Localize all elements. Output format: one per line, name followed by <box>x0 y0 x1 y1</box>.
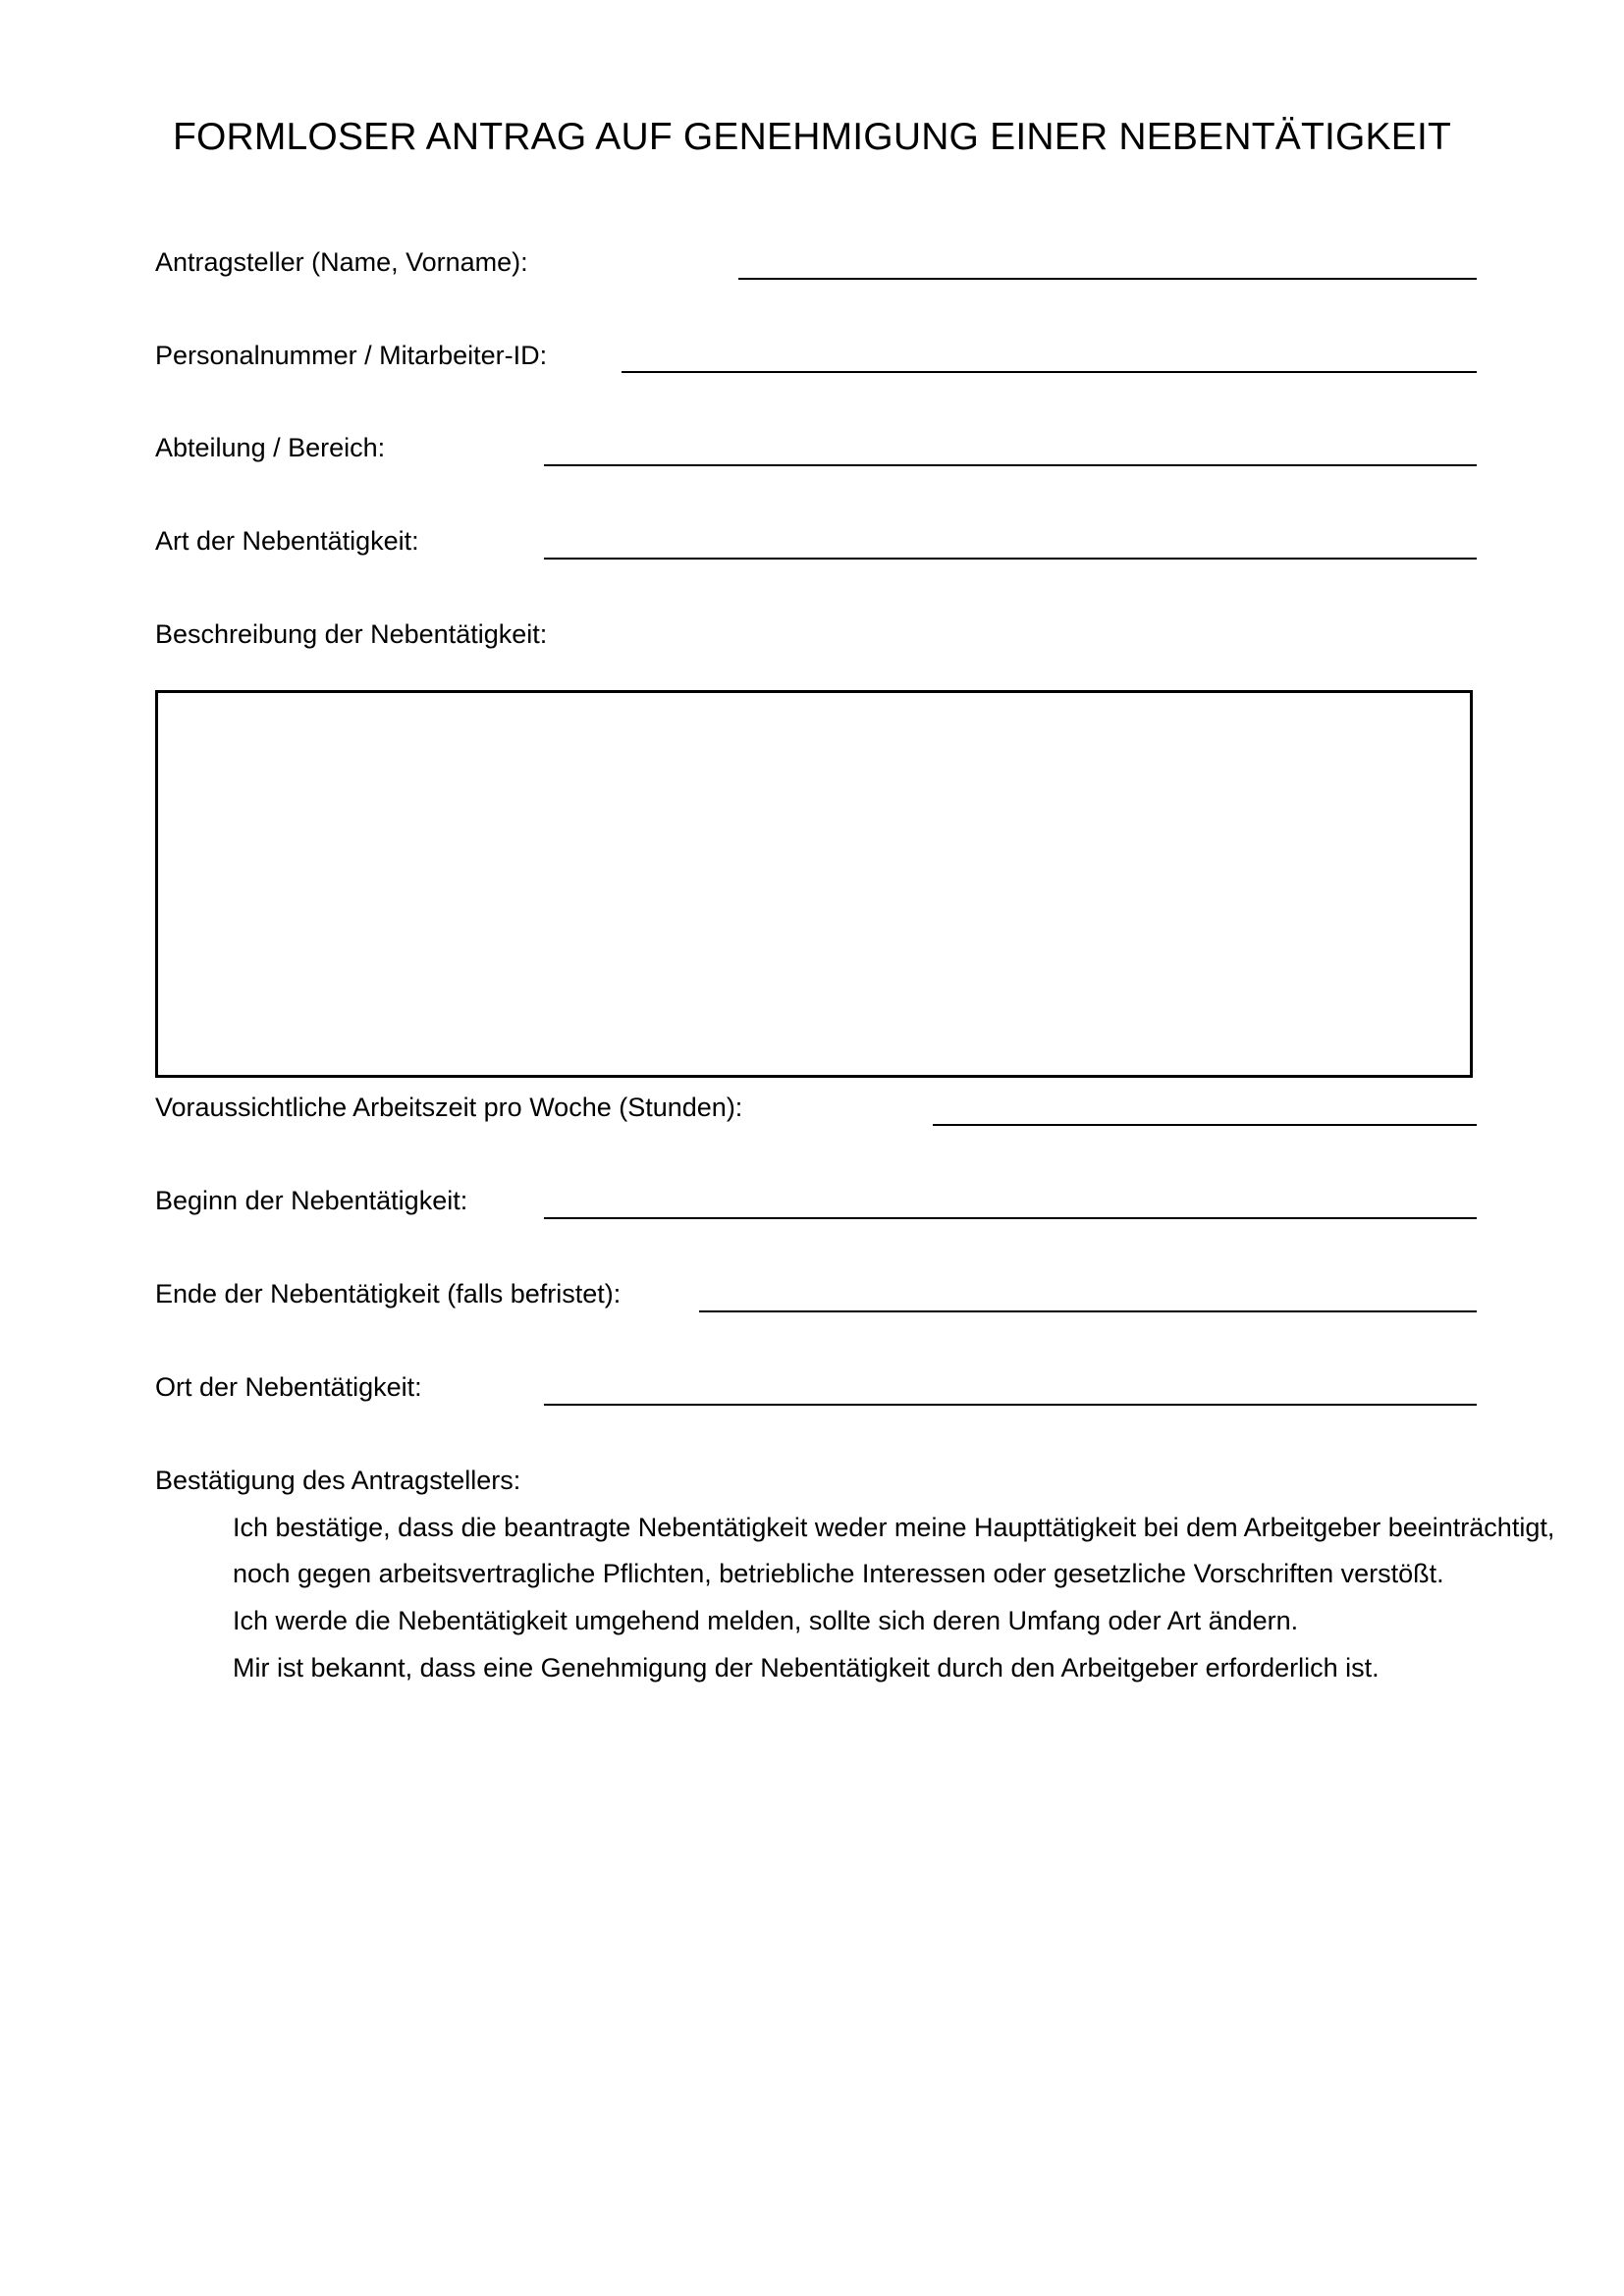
weekly-hours-field[interactable] <box>933 1124 1477 1126</box>
confirmation-line: Mir ist bekannt, dass eine Genehmigung der Nebentätigkeit durch den Arbeitgeber erforderlich ist. <box>233 1653 1380 1682</box>
activity-type-field[interactable] <box>544 558 1477 560</box>
end-field[interactable] <box>699 1310 1477 1312</box>
form-title: FORMLOSER ANTRAG AUF GENEHMIGUNG EINER NEBENTÄTIGKEIT <box>172 116 1452 158</box>
department-label: Abteilung / Bereich: <box>155 433 386 462</box>
personnel-number-field[interactable] <box>622 371 1477 373</box>
confirmation-line: Ich werde die Nebentätigkeit umgehend melden, sollte sich deren Umfang oder Art ändern. <box>233 1606 1299 1635</box>
personnel-number-label: Personalnummer / Mitarbeiter-ID: <box>155 341 548 370</box>
description-textarea[interactable] <box>155 690 1473 1078</box>
activity-type-label: Art der Nebentätigkeit: <box>155 526 419 556</box>
confirmation-line: noch gegen arbeitsvertragliche Pflichten, betriebliche Interessen oder gesetzliche Vorschriften verstößt. <box>233 1559 1444 1588</box>
applicant-label: Antragsteller (Name, Vorname): <box>155 247 528 277</box>
start-label: Beginn der Nebentätigkeit: <box>155 1186 468 1215</box>
applicant-field[interactable] <box>738 278 1477 280</box>
end-label: Ende der Nebentätigkeit (falls befristet): <box>155 1279 622 1308</box>
confirmation-line: Ich bestätige, dass die beantragte Nebentätigkeit weder meine Haupttätigkeit bei dem Arbeitgeber beeinträchtigt, <box>233 1513 1555 1542</box>
location-field[interactable] <box>544 1404 1477 1406</box>
start-field[interactable] <box>544 1217 1477 1219</box>
confirmation-heading: Bestätigung des Antragstellers: <box>155 1466 521 1495</box>
location-label: Ort der Nebentätigkeit: <box>155 1372 422 1402</box>
department-field[interactable] <box>544 464 1477 466</box>
weekly-hours-label: Voraussichtliche Arbeitszeit pro Woche (Stunden): <box>155 1093 743 1122</box>
description-label: Beschreibung der Nebentätigkeit: <box>155 619 548 649</box>
